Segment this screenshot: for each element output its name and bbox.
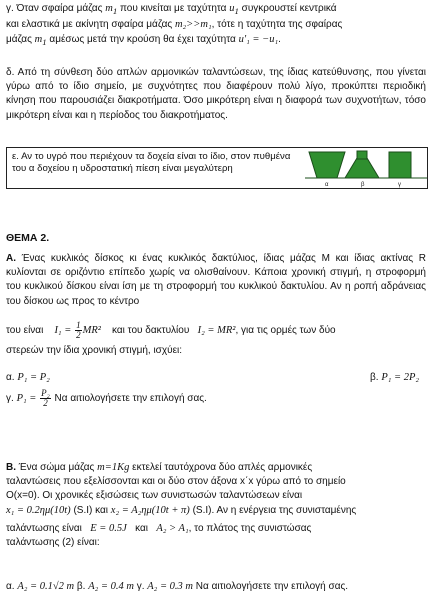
amplitude-condition: A₂ > A₁ bbox=[156, 522, 189, 534]
vessel-beta-neck bbox=[357, 151, 367, 159]
inertia-disk-symbol: I₁ = bbox=[54, 325, 72, 337]
energy-value: E = 0.5J bbox=[90, 522, 127, 534]
option-A-b: β. P₁ = 2P₂ bbox=[370, 372, 420, 383]
vessel-label-alpha: α bbox=[325, 182, 329, 188]
option-A-c: P₁ = bbox=[16, 393, 37, 405]
question-B bbox=[6, 461, 426, 550]
statement-gamma-line-3: μάζας $m_1$ αμέσως μετά την κρούση θα έχει ταχύτητα u′₁ = −u₁. bbox=[6, 33, 281, 47]
fraction-one-half: $\frac{1}{2}$ bbox=[76, 320, 81, 340]
statement-epsilon-text: ε. Αν το υγρό που περιέχουν τα δοχεία είναι το ίδιο, στον πυθμένα του α δοχείου η υδροστατική πίεση είναι μεγαλύτερη bbox=[12, 151, 291, 174]
vessel-label-beta: β bbox=[361, 182, 365, 188]
mass-relation: m₂>>m₁ bbox=[174, 19, 212, 31]
question-A-label: A. bbox=[6, 253, 16, 264]
question-B-options: α. A₂ = 0.1√2 m β. A₂ = 0.4 m γ. A₂ = 0.3 m Να αιτιολογήσετε την επιλογή σας. bbox=[6, 581, 349, 592]
question-A-last-line: στερεών την ίδια χρονική στιγμή, ισχύει: bbox=[6, 345, 183, 356]
inertia-ring-equation: I₂ = MR² bbox=[197, 325, 236, 337]
justify-instruction-B: Να αιτιολογήσετε την επιλογή σας. bbox=[195, 581, 349, 592]
mass-symbol-m1: $m_1$ bbox=[105, 3, 118, 17]
question-B-line-4: x₁ = 0.2ημ(10t) (S.I) και x₂ = A₂ημ(10t + π) (S.I). Αν η ενέργεια της συνισταμένης bbox=[6, 504, 357, 516]
section-heading: ΘΕΜΑ 2. bbox=[6, 232, 50, 244]
statement-epsilon-box bbox=[6, 147, 428, 189]
vessel-label-gamma: γ bbox=[398, 182, 401, 188]
statement-delta: δ. Από τη σύνθεση δύο απλών αρμονικών ταλαντώσεων, της ίδιας κατεύθυνσης, που γίνεται γύρω από το ίδιο σημείο, με συχνότητες που διαφέρουν πολύ λίγο, προκύπτει περιοδική κίνηση που παρουσιάζει διακροτήματα. Όσο μικρότερη είναι η διαφορά των συχνοτήτων, τόσο μικρότερη είναι και η περίοδος του διακροτήματος. bbox=[6, 67, 426, 121]
vessel-gamma bbox=[389, 152, 411, 178]
question-B-line-1: B. Ένα σώμα μάζας m=1Kg εκτελεί ταυτόχρονα δύο απλές αρμονικές bbox=[6, 462, 313, 473]
question-A-options-row-2: γ. P₁ = $\frac{\text{P₂}}{2}$ Να αιτιολογήσετε την επιλογή σας. bbox=[6, 388, 207, 408]
question-A-options-row-1: α. P₁ = P₂ β. P₁ = 2P₂ bbox=[6, 372, 420, 383]
fraction-p2-over-2: $\frac{\text{P₂}}{2}$ bbox=[41, 388, 50, 408]
velocity-equation: u′₁ = −u₁ bbox=[238, 33, 279, 45]
mass-symbol-m1-b: $m_1$ bbox=[34, 33, 47, 47]
option-B-a: A₂ = 0.1√2 m bbox=[17, 581, 75, 592]
question-A-inertia-line: του είναι I₁ = $\frac{1}{2}$ MR² και του δακτυλίου I₂ = MR², για τις ορμές των δύο bbox=[6, 320, 336, 340]
velocity-symbol-u1: $u_1$ bbox=[229, 3, 239, 17]
question-A: A. Ένας κυκλικός δίσκος κι ένας κυκλικός δακτύλιος, ίδιας μάζας Μ και ίδιας ακτίνας R κυλίονται σε οριζόντιο επίπεδο χωρίς να ολισθαίνουν. Κάποια χρονική στιγμή, η στροφορμή του κυκλικού δίσκου είναι ίση με τη στροφορμή του κυκλικού δακτυλίου. Αν η ροπή αδράνειας του δίσκου ως προς το κέντρο bbox=[6, 253, 427, 307]
question-B-line-2: ταλαντώσεις που εξελίσσονται και οι δύο στον άξονα x΄x γύρω από το σημείο bbox=[6, 476, 346, 488]
statement-gamma-line-1: γ. Όταν σφαίρα μάζας $m_1$ που κινείται με ταχύτητα $u_1$ συγκρουστεί κεντρικά bbox=[6, 3, 337, 17]
vessel-alpha bbox=[309, 152, 345, 178]
question-B-line-5: ταλάντωσης είναι E = 0.5J και A₂ > A₁, το πλάτος της συνιστώσας bbox=[6, 522, 312, 534]
equation-x1: x₁ = 0.2ημ(10t) bbox=[6, 504, 71, 516]
statement-gamma-line-2: και ελαστικά με ακίνητη σφαίρα μάζας m₂>>m₁, τότε η ταχύτητα της σφαίρας bbox=[6, 19, 343, 31]
option-B-b: A₂ = 0.4 m bbox=[88, 581, 134, 592]
equation-x2: x₂ = A₂ημ(10t + π) bbox=[110, 504, 190, 516]
statement-gamma bbox=[6, 2, 426, 49]
mass-value: m=1Kg bbox=[97, 462, 130, 473]
vessels-figure bbox=[305, 148, 427, 188]
option-A-a: P₁ = P₂ bbox=[17, 372, 50, 383]
question-B-line-6: ταλάντωσης (2) είναι: bbox=[6, 537, 100, 549]
option-B-c: A₂ = 0.3 m bbox=[147, 581, 193, 592]
question-B-line-3: Ο(x=0). Οι χρονικές εξισώσεις των συνιστωσών ταλαντώσεων είναι bbox=[6, 490, 303, 502]
justify-instruction-A: Να αιτιολογήσετε την επιλογή σας. bbox=[54, 393, 207, 405]
vessel-beta bbox=[345, 158, 379, 178]
question-B-label: B. bbox=[6, 462, 16, 473]
